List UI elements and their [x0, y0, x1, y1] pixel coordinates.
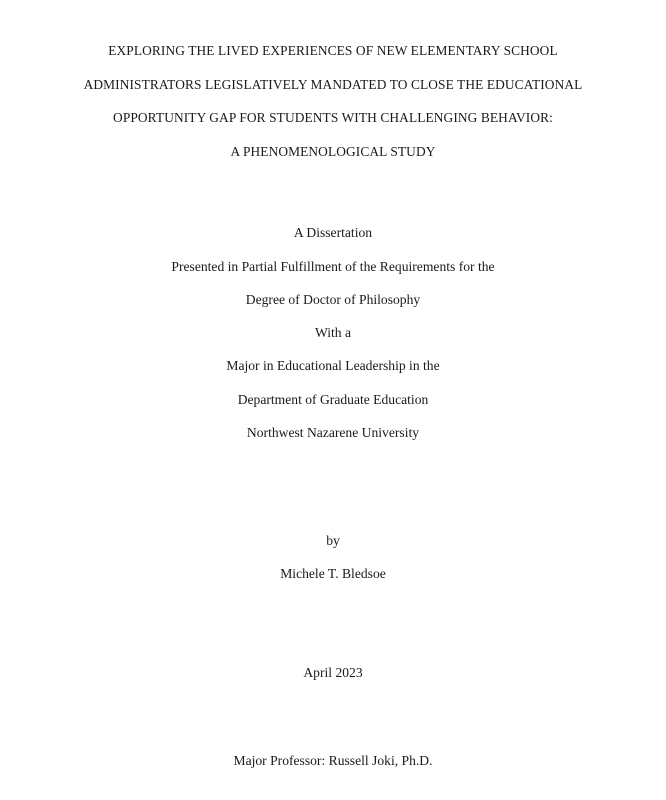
title-line-1: EXPLORING THE LIVED EXPERIENCES OF NEW ELEMENTARY SCHOOL: [108, 43, 558, 58]
degree-name: Degree of Doctor of Philosophy: [245, 292, 421, 307]
title-line-2: ADMINISTRATORS LEGISLATIVELY MANDATED TO CLOSE THE EDUCATIONAL: [83, 77, 583, 92]
department-name: Department of Graduate Education: [237, 392, 429, 407]
dissertation-label: A Dissertation: [293, 225, 373, 240]
submission-date: April 2023: [303, 665, 363, 680]
fulfillment-statement: Presented in Partial Fulfillment of the Requirements for the: [171, 259, 495, 274]
university-name: Northwest Nazarene University: [246, 425, 420, 440]
author-name: Michele T. Bledsoe: [280, 566, 386, 581]
with-a-text: With a: [314, 325, 352, 340]
major-professor: Major Professor: Russell Joki, Ph.D.: [233, 753, 433, 768]
major-name: Major in Educational Leadership in the: [226, 358, 440, 373]
title-line-3: OPPORTUNITY GAP FOR STUDENTS WITH CHALLENGING BEHAVIOR:: [113, 110, 553, 125]
by-text: by: [326, 533, 340, 548]
title-line-4: A PHENOMENOLOGICAL STUDY: [230, 144, 436, 159]
